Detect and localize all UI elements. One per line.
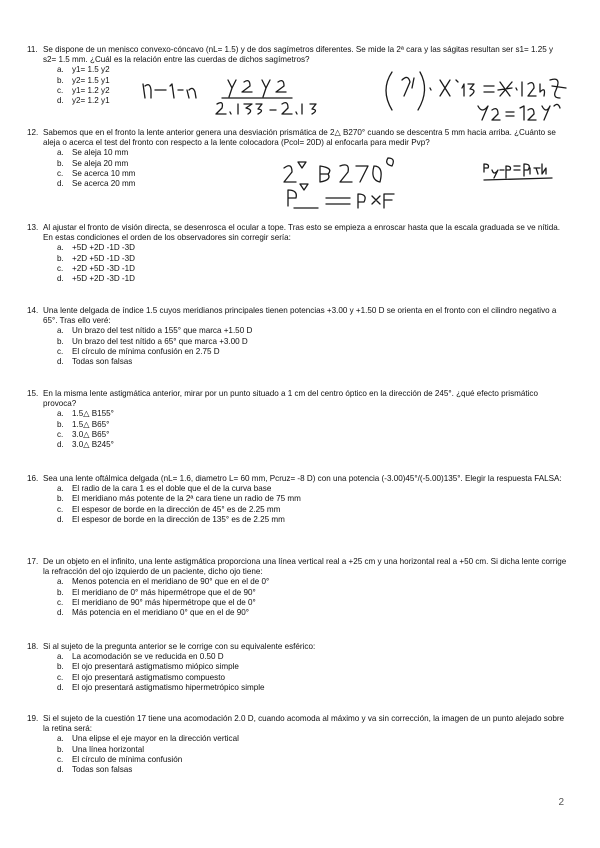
option-text: Se acerca 10 mm xyxy=(72,168,136,178)
option-letter: d. xyxy=(57,274,64,284)
option-letter: a. xyxy=(57,577,64,587)
option-d xyxy=(57,274,567,284)
option-text: Todas son falsas xyxy=(72,357,133,367)
option-text: 3.0△ B65° xyxy=(72,429,110,439)
option-letter: d. xyxy=(57,765,64,775)
question-19 xyxy=(27,714,567,775)
question-number: 13. xyxy=(27,223,39,232)
option-text: El ojo presentará astigmatismo compuesto xyxy=(72,672,225,682)
option-c xyxy=(57,86,567,96)
option-letter: a. xyxy=(57,484,64,494)
option-letter: d. xyxy=(57,440,64,450)
option-letter: b. xyxy=(57,662,64,672)
options-list xyxy=(57,484,567,525)
option-letter: a. xyxy=(57,409,64,419)
option-c xyxy=(57,347,567,357)
option-letter: d. xyxy=(57,608,64,618)
option-text: Una línea horizontal xyxy=(72,744,144,754)
options-list xyxy=(57,148,567,189)
option-a xyxy=(57,409,567,419)
option-letter: c. xyxy=(57,672,64,682)
question-12 xyxy=(27,128,567,189)
option-letter: c. xyxy=(57,504,64,514)
option-d xyxy=(57,608,567,618)
options-list xyxy=(57,409,567,450)
option-letter: a. xyxy=(57,243,64,253)
option-c xyxy=(57,598,567,608)
option-a xyxy=(57,577,567,587)
option-c xyxy=(57,673,567,683)
option-text: El círculo de mínima confusión xyxy=(72,754,183,764)
option-text: y2= 1.2 y1 xyxy=(72,96,110,106)
option-letter: b. xyxy=(57,587,64,597)
option-letter: a. xyxy=(57,326,64,336)
option-text: Se aleja 20 mm xyxy=(72,158,129,168)
option-text: 1.5△ B155° xyxy=(72,409,114,419)
option-text: 1.5△ B65° xyxy=(72,419,110,429)
options-list xyxy=(57,243,567,284)
question-text: En la misma lente astigmática anterior, mirar por un punto situado a 1 cm del centro óptico en la dirección de 245°. ¿qué efecto prismático provoca? xyxy=(43,389,538,409)
option-letter: a. xyxy=(57,148,64,158)
question-18 xyxy=(27,642,567,693)
option-text: El espesor de borde en la dirección de 45° es de 2.25 mm xyxy=(72,504,281,514)
options-list xyxy=(57,734,567,775)
question-17 xyxy=(27,557,567,618)
option-a xyxy=(57,652,567,662)
option-letter: b. xyxy=(57,336,64,346)
option-letter: a. xyxy=(57,65,64,75)
option-letter: c. xyxy=(57,263,64,273)
option-b xyxy=(57,494,567,504)
question-number: 16. xyxy=(27,474,39,483)
options-list xyxy=(57,652,567,693)
option-text: +5D +2D -3D -1D xyxy=(72,274,135,284)
option-text: +2D +5D -1D -3D xyxy=(72,253,135,263)
option-a xyxy=(57,148,567,158)
option-a xyxy=(57,484,567,494)
option-b xyxy=(57,337,567,347)
option-letter: b. xyxy=(57,158,64,168)
option-letter: c. xyxy=(57,754,64,764)
question-text: Si al sujeto de la pregunta anterior se le corrige con su equivalente esférico: xyxy=(43,642,316,651)
option-text: Se acerca 20 mm xyxy=(72,179,136,189)
question-13 xyxy=(27,223,567,284)
option-text: El radio de la cara 1 es el doble que el de la curva base xyxy=(72,484,272,494)
question-number: 18. xyxy=(27,642,39,651)
option-letter: c. xyxy=(57,346,64,356)
option-a xyxy=(57,734,567,744)
option-letter: d. xyxy=(57,96,64,106)
option-c xyxy=(57,264,567,274)
question-text: De un objeto en el infinito, una lente astigmática proporciona una línea vertical real a +25 cm y una horizontal real a +50 cm. Si dicha lente corrige la refracción del ojo izquierdo de un paciente, dicho ojo tiene: xyxy=(43,557,567,577)
question-text: Se dispone de un menisco convexo-cóncavo (nL= 1.5) y de dos sagímetros diferentes. Se mide la 2ª cara y las ságitas resultan ser s1= 1.25 y s2= 1.5 mm. ¿Cuál es la relación entre las cuerdas de dichos sagímetros? xyxy=(43,45,554,65)
option-text: y2= 1.5 y1 xyxy=(72,75,110,85)
option-letter: d. xyxy=(57,514,64,524)
question-14 xyxy=(27,306,567,367)
option-text: La acomodación se ve reducida en 0.50 D xyxy=(72,652,224,662)
option-text: El ojo presentará astigmatismo miópico simple xyxy=(72,662,239,672)
option-text: El ojo presentará astigmatismo hipermetrópico simple xyxy=(72,682,265,692)
option-d xyxy=(57,683,567,693)
question-text: Una lente delgada de índice 1.5 cuyos meridianos principales tienen potencias +3.00 y +1.50 D se orienta en el fronto con el cilindro negativo a 65°. Tras ello veré: xyxy=(43,306,557,326)
question-text: Sabemos que en el fronto la lente anterior genera una desviación prismática de 2△ B270° cuando se descentra 5 mm hacia arriba. ¿Cuánto se aleja o acerca el test del fronto con respecto a la lente colocadora (Pcol= 20D) al enfocarla para medir Pvp? xyxy=(43,128,556,148)
option-d xyxy=(57,179,567,189)
option-text: El círculo de mínima confusión en 2.75 D xyxy=(72,346,220,356)
option-letter: b. xyxy=(57,494,64,504)
question-text: Si el sujeto de la cuestión 17 tiene una acomodación 2.0 D, cuando acomoda al máximo y va sin corrección, la imagen de un punto alejado sobre la retina será: xyxy=(43,714,565,734)
option-text: Un brazo del test nítido a 155° que marca +1.50 D xyxy=(72,326,253,336)
option-d xyxy=(57,515,567,525)
option-a xyxy=(57,243,567,253)
option-c xyxy=(57,430,567,440)
question-number: 19. xyxy=(27,714,39,723)
options-list xyxy=(57,326,567,367)
option-d xyxy=(57,765,567,775)
option-letter: c. xyxy=(57,429,64,439)
question-16 xyxy=(27,474,567,525)
option-b xyxy=(57,76,567,86)
option-c xyxy=(57,755,567,765)
option-text: El meridiano más potente de la 2ª cara tiene un radio de 75 mm xyxy=(72,494,301,504)
option-d xyxy=(57,440,567,450)
option-letter: d. xyxy=(57,357,64,367)
options-list xyxy=(57,577,567,618)
option-b xyxy=(57,159,567,169)
question-number: 14. xyxy=(27,306,39,315)
option-letter: b. xyxy=(57,75,64,85)
option-text: 3.0△ B245° xyxy=(72,440,114,450)
option-letter: d. xyxy=(57,682,64,692)
option-c xyxy=(57,169,567,179)
option-text: y1= 1.5 y2 xyxy=(72,65,110,75)
option-b xyxy=(57,745,567,755)
option-text: El meridiano de 90° más hipermétrope que el de 0° xyxy=(72,597,256,607)
option-text: Una elipse el eje mayor en la dirección vertical xyxy=(72,734,239,744)
question-number: 11. xyxy=(27,45,38,54)
question-text: Sea una lente oftálmica delgada (nL= 1.6, diametro L= 60 mm, Pcruz= -8 D) con una potencia (-3.00)45°/(-5.00)135°. Elegir la respuesta FALSA: xyxy=(43,474,562,483)
option-letter: d. xyxy=(57,179,64,189)
option-letter: b. xyxy=(57,419,64,429)
option-letter: a. xyxy=(57,734,64,744)
option-text: Se aleja 10 mm xyxy=(72,148,129,158)
option-text: +2D +5D -3D -1D xyxy=(72,263,135,273)
option-b xyxy=(57,588,567,598)
option-letter: c. xyxy=(57,168,64,178)
option-text: Más potencia en el meridiano 0° que en el de 90° xyxy=(72,608,250,618)
option-text: Un brazo del test nítido a 65° que marca +3.00 D xyxy=(72,336,248,346)
question-number: 17. xyxy=(27,557,39,566)
question-number: 12. xyxy=(27,128,39,137)
option-letter: c. xyxy=(57,85,64,95)
option-text: El espesor de borde en la dirección de 135° es de 2.25 mm xyxy=(72,514,285,524)
option-text: Todas son falsas xyxy=(72,765,133,775)
option-d xyxy=(57,357,567,367)
option-c xyxy=(57,505,567,515)
option-d xyxy=(57,96,567,106)
option-letter: b. xyxy=(57,744,64,754)
option-b xyxy=(57,420,567,430)
option-letter: b. xyxy=(57,253,64,263)
question-number: 15. xyxy=(27,389,39,398)
option-text: y1= 1.2 y2 xyxy=(72,85,110,95)
option-text: +5D +2D -1D -3D xyxy=(72,243,135,253)
question-15 xyxy=(27,389,567,450)
question-text: Al ajustar el fronto de visión directa, se desenrosca el ocular a tope. Tras esto se empieza a enroscar hasta que la escala graduada se ve nítida. En estas condiciones el orden de los observadores sin corregir sería: xyxy=(43,223,560,243)
option-text: El meridiano de 0° más hipermétrope que el de 90° xyxy=(72,587,256,597)
option-a xyxy=(57,326,567,336)
option-b xyxy=(57,662,567,672)
question-11 xyxy=(27,45,567,106)
option-text: Menos potencia en el meridiano de 90° que en el de 0° xyxy=(72,577,270,587)
option-letter: c. xyxy=(57,597,64,607)
options-list xyxy=(57,65,567,106)
option-a xyxy=(57,65,567,75)
option-b xyxy=(57,254,567,264)
page-number: 2 xyxy=(558,797,564,808)
option-letter: a. xyxy=(57,652,64,662)
